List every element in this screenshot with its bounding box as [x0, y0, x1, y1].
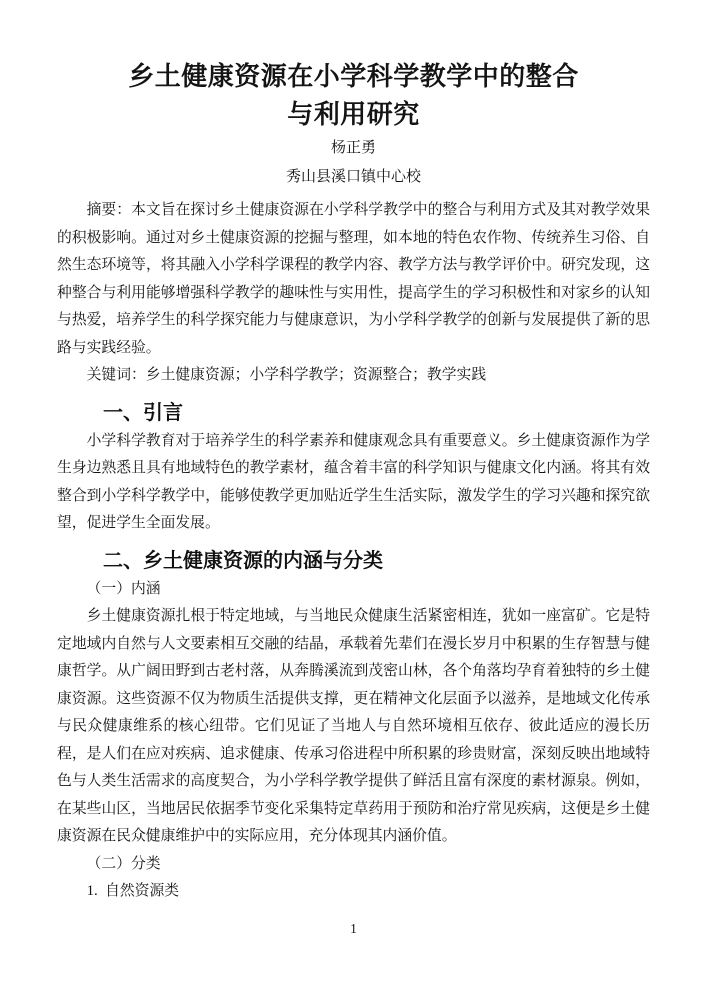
section-heading-connotation-and-classification: 二、乡土健康资源的内涵与分类	[103, 549, 383, 572]
list-item-natural-resources: 1. 自然资源类	[86, 883, 180, 899]
affiliation: 秀山县溪口镇中心校	[285, 169, 421, 185]
keywords-line: 关键词：乡土健康资源；小学科学教学；资源整合；教学实践	[86, 367, 487, 383]
abstract-paragraph: 摘要：本文旨在探讨乡土健康资源在小学科学教学中的整合与利用方式及其对教学效果的积极影响。通过对乡土健康资源的挖掘与整理，如本地的特色农作物、传统养生习俗、自然生态环境等，将其融入小学科学课程的教学内容、教学方法与教学评价中。研究发现，这种整合与利用能够增强科学教学的趣味性与实用性，提高学生的学习积极性和对家乡的认知与热爱，培养学生的科学探究能力与健康意识，为小学科学教学的创新与发展提供了新的思路与实践经验。	[57, 202, 650, 356]
author: 杨正勇	[330, 140, 376, 156]
section-heading-introduction: 一、引言	[103, 401, 183, 424]
introduction-paragraph: 小学科学教育对于培养学生的科学素养和健康观念具有重要意义。乡土健康资源作为学生身边熟悉且具有地域特色的教学素材，蕴含着丰富的科学知识与健康文化内涵。将其有效整合到小学科学教学中，能够使教学更加贴近学生生活实际，激发学生的学习兴趣和探究欲望，促进学生全面发展。	[57, 432, 650, 531]
subsection-heading-classification: （二）分类	[86, 855, 161, 872]
title-line-2: 与利用研究	[287, 100, 420, 129]
title-line-1: 乡土健康资源在小学科学教学中的整合	[128, 62, 579, 91]
page-number: 1	[350, 921, 357, 936]
document-title	[57, 58, 650, 134]
subsection-heading-connotation: （一）内涵	[86, 580, 161, 597]
connotation-paragraph: 乡土健康资源扎根于特定地域，与当地民众健康生活紧密相连，犹如一座富矿。它是特定地域内自然与人文要素相互交融的结晶，承载着先辈们在漫长岁月中积累的生存智慧与健康哲学。从广阔田野到古老村落，从奔腾溪流到茂密山林，各个角落均孕育着独特的乡土健康资源。这些资源不仅为物质生活提供支撑，更在精神文化层面予以滋养，是地域文化传承与民众健康维系的核心纽带。它们见证了当地人与自然环境相互依存、彼此适应的漫长历程，是人们在应对疾病、追求健康、传承习俗进程中所积累的珍贵财富，深刻反映出地域特色与人类生活需求的高度契合，为小学科学教学提供了鲜活且富有深度的素材源泉。例如，在某些山区，当地居民依据季节变化采集特定草药用于预防和治疗常见疾病，这便是乡土健康资源在民众健康维护中的实际应用，充分体现其内涵价值。	[57, 608, 650, 844]
